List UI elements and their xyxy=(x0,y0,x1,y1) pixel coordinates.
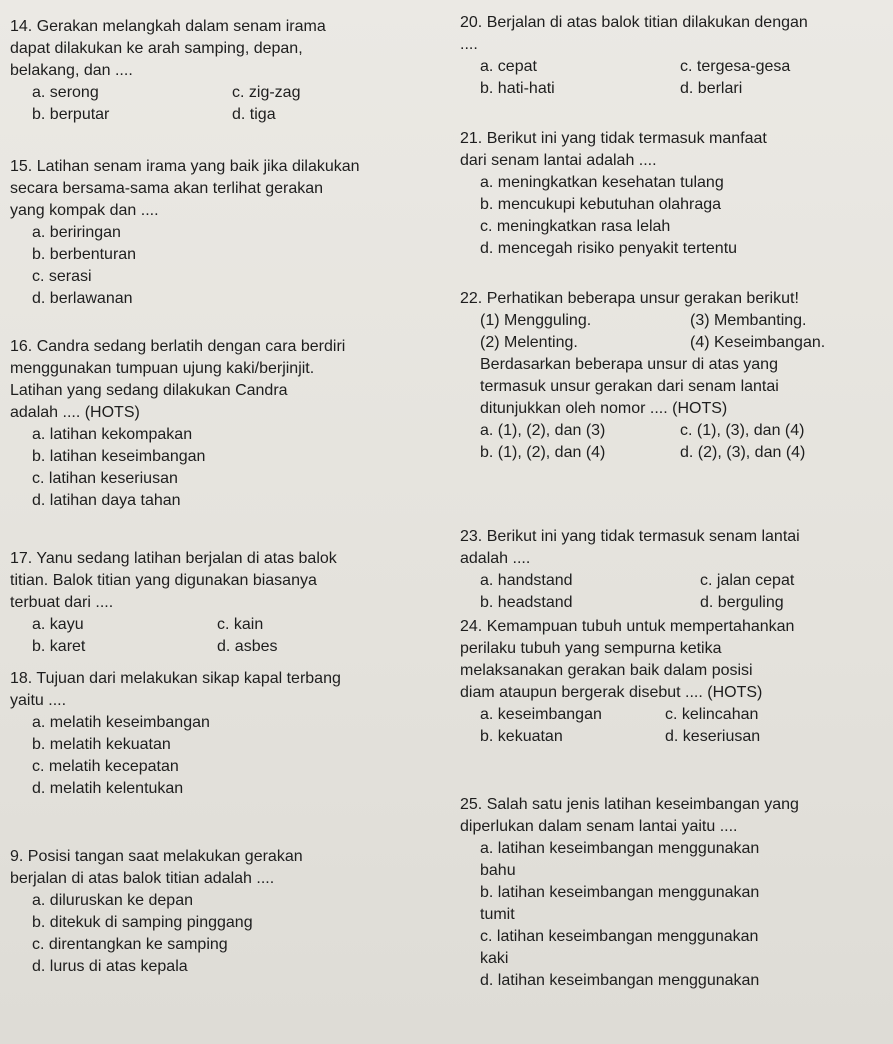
option-18d[interactable]: d. melatih kelentukan xyxy=(32,780,184,797)
option-19c[interactable]: c. direntangkan ke samping xyxy=(32,936,228,953)
option-14c[interactable]: c. zig-zag xyxy=(232,84,301,101)
option-18b[interactable]: b. melatih kekuatan xyxy=(32,736,171,753)
question-17 xyxy=(10,548,337,658)
option-22d[interactable]: d. (2), (3), dan (4) xyxy=(680,444,806,461)
question-25-stem: 25. Salah satu jenis latihan keseimbangan yang diperlukan dalam senam lantai yaitu .... xyxy=(460,796,799,835)
question-16-options xyxy=(32,424,345,512)
option-14a[interactable]: a. serong xyxy=(32,84,99,101)
question-24-stem: 24. Kemampuan tubuh untuk mempertahankan perilaku tubuh yang sempurna ketika melaksanakan gerakan baik dalam posisi diam ataupun bergerak disebut .... (HOTS) xyxy=(460,618,795,701)
question-21 xyxy=(460,128,767,260)
question-19-stem: 9. Posisi tangan saat melakukan gerakan berjalan di atas balok titian adalah .... xyxy=(10,848,303,887)
question-19-options xyxy=(32,890,303,978)
option-19b[interactable]: b. ditekuk di samping pinggang xyxy=(32,914,253,931)
option-23d[interactable]: d. berguling xyxy=(700,594,784,611)
option-16d[interactable]: d. latihan daya tahan xyxy=(32,492,181,509)
option-17d[interactable]: d. asbes xyxy=(217,638,278,655)
question-16 xyxy=(10,336,345,512)
option-25d[interactable]: d. latihan keseimbangan menggunakan xyxy=(480,972,760,989)
option-24d[interactable]: d. keseriusan xyxy=(665,728,761,745)
question-16-stem: 16. Candra sedang berlatih dengan cara berdiri menggunakan tumpuan ujung kaki/berjinjit. Latihan yang sedang dilakukan Candra adalah .... (HOTS) xyxy=(10,338,346,421)
question-18-options xyxy=(32,712,341,800)
option-15d[interactable]: d. berlawanan xyxy=(32,290,133,307)
option-22b[interactable]: b. (1), (2), dan (4) xyxy=(480,444,606,461)
option-14b[interactable]: b. berputar xyxy=(32,106,110,123)
item-22-2: (2) Melenting. xyxy=(480,334,578,351)
question-23 xyxy=(460,526,800,614)
question-15-stem: 15. Latihan senam irama yang baik jika dilakukan secara bersama-sama akan terlihat gerakan yang kompak dan .... xyxy=(10,158,360,219)
option-20c[interactable]: c. tergesa-gesa xyxy=(680,58,791,75)
option-24a[interactable]: a. keseimbangan xyxy=(480,706,602,723)
option-25c[interactable]: c. latihan keseimbangan menggunakan kaki xyxy=(480,928,759,967)
option-20b[interactable]: b. hati-hati xyxy=(480,80,555,97)
option-18a[interactable]: a. melatih keseimbangan xyxy=(32,714,210,731)
question-22-options xyxy=(480,420,825,464)
question-22-items xyxy=(480,310,825,354)
option-16b[interactable]: b. latihan keseimbangan xyxy=(32,448,206,465)
option-25a[interactable]: a. latihan keseimbangan menggunakan bahu xyxy=(480,840,760,879)
question-17-options xyxy=(32,614,337,658)
question-15-options xyxy=(32,222,360,310)
question-24-options xyxy=(480,704,794,748)
question-21-stem: 21. Berikut ini yang tidak termasuk manfaat dari senam lantai adalah .... xyxy=(460,130,767,169)
option-15c[interactable]: c. serasi xyxy=(32,268,92,285)
option-24c[interactable]: c. kelincahan xyxy=(665,706,759,723)
question-14 xyxy=(10,16,326,126)
question-20 xyxy=(460,12,808,100)
question-18-stem: 18. Tujuan dari melakukan sikap kapal terbang yaitu .... xyxy=(10,670,341,709)
option-18c[interactable]: c. melatih kecepatan xyxy=(32,758,179,775)
option-17b[interactable]: b. karet xyxy=(32,638,86,655)
option-14d[interactable]: d. tiga xyxy=(232,106,276,123)
question-20-options xyxy=(480,56,808,100)
option-23a[interactable]: a. handstand xyxy=(480,572,573,589)
option-20d[interactable]: d. berlari xyxy=(680,80,743,97)
question-15 xyxy=(10,156,360,310)
option-21c[interactable]: c. meningkatkan rasa lelah xyxy=(480,218,671,235)
option-21a[interactable]: a. meningkatkan kesehatan tulang xyxy=(480,174,724,191)
option-17c[interactable]: c. kain xyxy=(217,616,264,633)
option-24b[interactable]: b. kekuatan xyxy=(480,728,563,745)
question-14-options xyxy=(32,82,326,126)
question-14-stem: 14. Gerakan melangkah dalam senam irama dapat dilakukan ke arah samping, depan, belakang, dan .... xyxy=(10,18,326,79)
option-15a[interactable]: a. beriringan xyxy=(32,224,121,241)
option-21b[interactable]: b. mencukupi kebutuhan olahraga xyxy=(480,196,722,213)
question-20-stem: 20. Berjalan di atas balok titian dilakukan dengan .... xyxy=(460,14,808,53)
option-19d[interactable]: d. lurus di atas kepala xyxy=(32,958,188,975)
question-22-stem-2: Berdasarkan beberapa unsur di atas yang termasuk unsur gerakan dari senam lantai ditunjukkan oleh nomor .... (HOTS) xyxy=(480,356,779,417)
item-22-1: (1) Mengguling. xyxy=(480,312,592,329)
option-23c[interactable]: c. jalan cepat xyxy=(700,572,795,589)
question-25 xyxy=(460,794,799,992)
option-25b[interactable]: b. latihan keseimbangan menggunakan tumit xyxy=(480,884,760,923)
option-15b[interactable]: b. berbenturan xyxy=(32,246,137,263)
question-23-options xyxy=(480,570,800,614)
question-24 xyxy=(460,616,794,748)
option-19a[interactable]: a. diluruskan ke depan xyxy=(32,892,193,909)
question-22-stem: 22. Perhatikan beberapa unsur gerakan berikut! xyxy=(460,290,799,307)
option-16c[interactable]: c. latihan keseriusan xyxy=(32,470,178,487)
question-21-options xyxy=(480,172,767,260)
option-22c[interactable]: c. (1), (3), dan (4) xyxy=(680,422,805,439)
question-22 xyxy=(460,288,825,464)
question-18 xyxy=(10,668,341,800)
option-20a[interactable]: a. cepat xyxy=(480,58,537,75)
question-25-options xyxy=(480,838,799,992)
item-22-4: (4) Keseimbangan. xyxy=(690,334,826,351)
option-17a[interactable]: a. kayu xyxy=(32,616,84,633)
question-23-stem: 23. Berikut ini yang tidak termasuk senam lantai adalah .... xyxy=(460,528,800,567)
option-23b[interactable]: b. headstand xyxy=(480,594,573,611)
option-22a[interactable]: a. (1), (2), dan (3) xyxy=(480,422,606,439)
option-16a[interactable]: a. latihan kekompakan xyxy=(32,426,193,443)
item-22-3: (3) Membanting. xyxy=(690,312,807,329)
question-17-stem: 17. Yanu sedang latihan berjalan di atas balok titian. Balok titian yang digunakan biasanya terbuat dari .... xyxy=(10,550,337,611)
option-21d[interactable]: d. mencegah risiko penyakit tertentu xyxy=(480,240,738,257)
question-19 xyxy=(10,846,303,978)
